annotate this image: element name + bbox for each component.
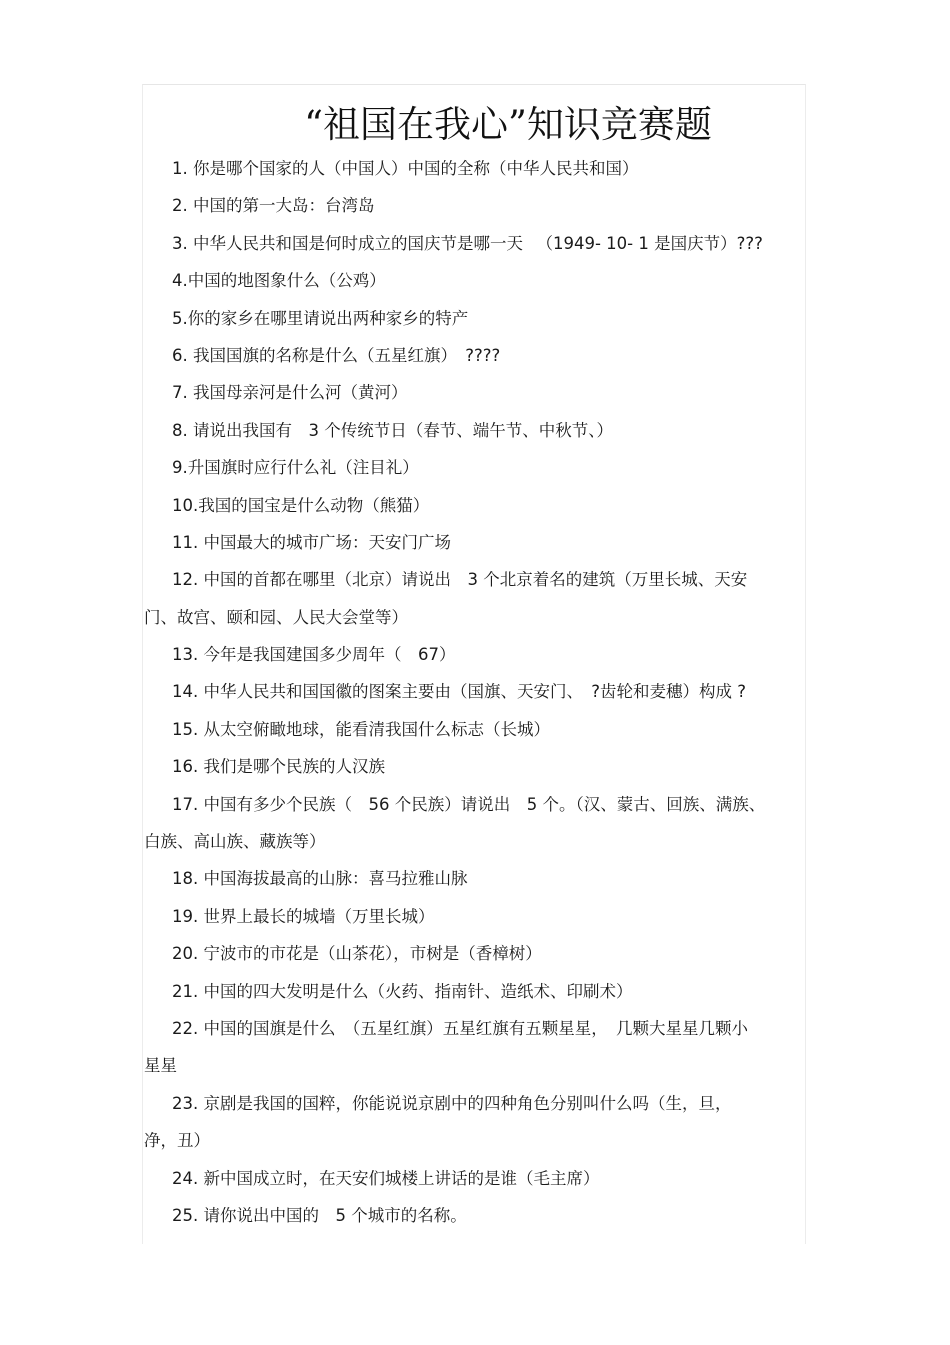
question-15: 15. 从太空俯瞰地球，能看清我国什么标志（长城）: [172, 719, 550, 739]
question-20: 20. 宁波市的市花是（山茶花），市树是（香樟树）: [172, 944, 542, 964]
question-14: 14. 中华人民共和国国徽的图案主要由（国旗、天安门、 ?齿轮和麦穗）构成 ?: [172, 682, 746, 702]
question-22: 22. 中国的国旗是什么 （五星红旗）五星红旗有五颗星星， 几颗大星星几颗小: [172, 1018, 748, 1038]
question-22-continued: 星星: [144, 1056, 177, 1076]
question-11: 11. 中国最大的城市广场：天安门广场: [172, 532, 451, 552]
question-5: 5.你的家乡在哪里请说出两种家乡的特产: [172, 308, 469, 328]
question-16: 16. 我们是哪个民族的人汉族: [172, 757, 385, 777]
question-18: 18. 中国海拔最高的山脉：喜马拉雅山脉: [172, 869, 468, 889]
question-7: 7. 我国母亲河是什么河（黄河）: [172, 383, 408, 403]
question-12: 12. 中国的首都在哪里（北京）请说出 3 个北京着名的建筑（万里长城、天安: [172, 570, 748, 590]
question-17-continued: 白族、高山族、藏族等）: [144, 832, 326, 852]
question-23: 23. 京剧是我国的国粹，你能说说京剧中的四种角色分别叫什么吗（生，旦，: [172, 1093, 732, 1113]
question-4: 4.中国的地图象什么（公鸡）: [172, 271, 386, 291]
question-24: 24. 新中国成立时，在天安们城楼上讲话的是谁（毛主席）: [172, 1168, 600, 1188]
question-1: 1. 你是哪个国家的人（中国人）中国的全称（中华人民共和国）: [172, 159, 639, 178]
question-19: 19. 世界上最长的城墙（万里长城）: [172, 906, 435, 926]
question-6: 6. 我国国旗的名称是什么（五星红旗） ????: [172, 345, 501, 365]
question-13: 13. 今年是我国建国多少周年（ 67）: [172, 645, 456, 665]
question-3: 3. 中华人民共和国是何时成立的国庆节是哪一天 （1949- 10- 1 是国庆节）???: [172, 233, 763, 253]
question-list: [144, 150, 816, 1234]
question-21: 21. 中国的四大发明是什么（火药、指南针、造纸术、印刷术）: [172, 981, 633, 1001]
document-title: “祖国在我心”知识竞赛题: [304, 103, 712, 146]
question-12-continued: 门、故宫、颐和园、人民大会堂等）: [144, 607, 408, 627]
question-9: 9.升国旗时应行什么礼（注目礼）: [172, 458, 419, 478]
question-25: 25. 请你说出中国的 5 个城市的名称。: [172, 1205, 467, 1225]
question-17: 17. 中国有多少个民族（ 56 个民族）请说出 5 个。（汉、蒙古、回族、满族、: [172, 794, 766, 814]
question-2: 2. 中国的第一大岛：台湾岛: [172, 196, 375, 216]
question-23-continued: 净，丑）: [144, 1131, 210, 1151]
question-8: 8. 请说出我国有 3 个传统节日（春节、端午节、中秋节、）: [172, 420, 613, 440]
question-10: 10.我国的国宝是什么动物（熊猫）: [172, 495, 430, 515]
